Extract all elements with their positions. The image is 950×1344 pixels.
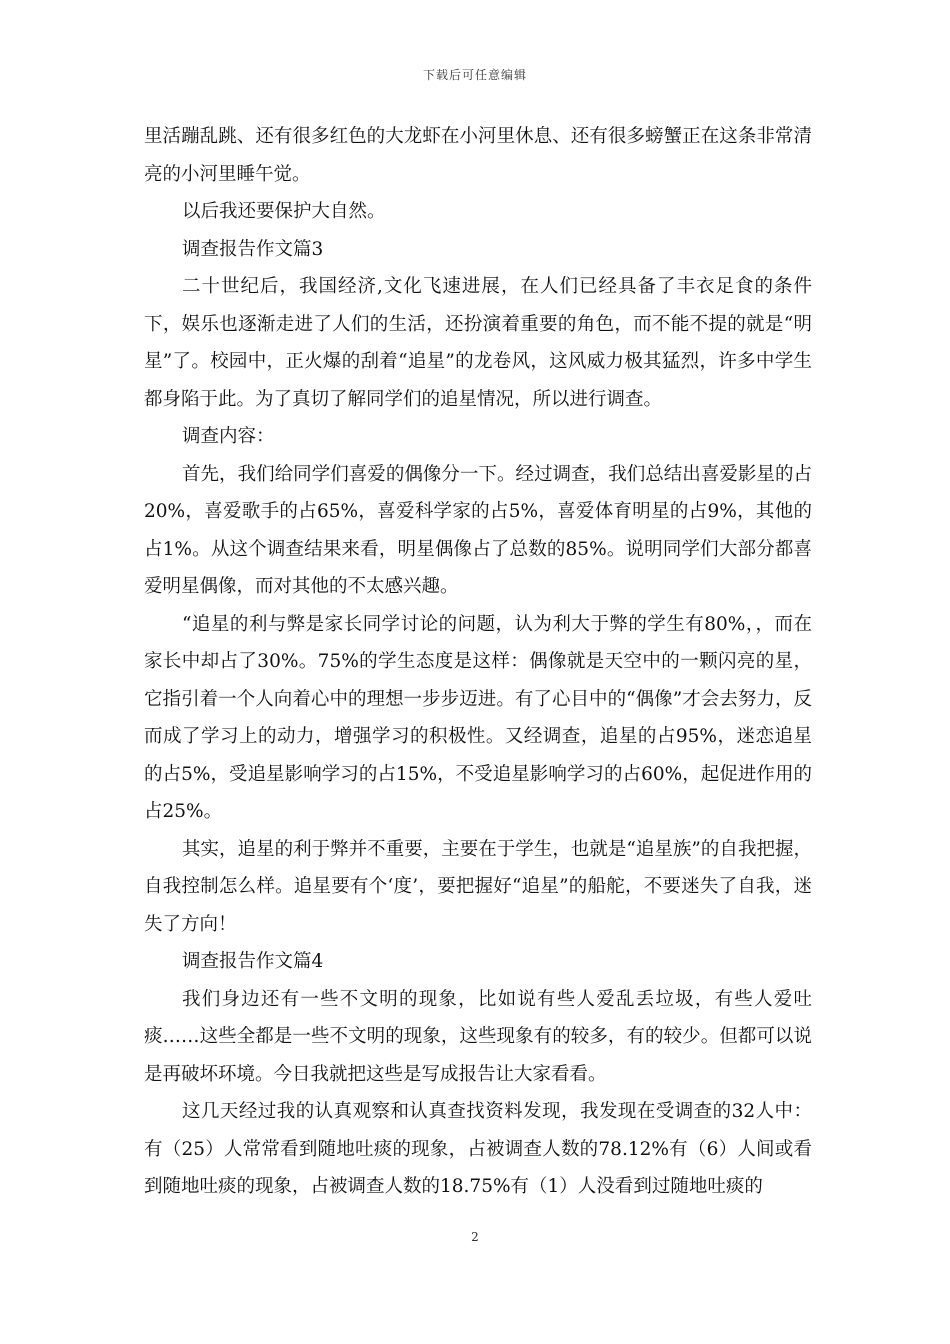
- paragraph: 其实，追星的利于弊并不重要，主要在于学生，也就是“追星族”的自我把握，自我控制怎么样。追星要有个‘度’，要把握好“追星”的船舵，不要迷失了自我，迷失了方向！: [144, 838, 812, 935]
- paragraph: 二十世纪后，我国经济,文化飞速进展，在人们已经具备了丰衣足食的条件下，娱乐也逐渐走进了人们的生活，还扮演着重要的角色，而不能不提的就是“明星”了。校园中，正火爆的刮着“追星”的龙卷风，这风威力极其猛烈，许多中学生都身陷于此。为了真切了解同学们的追星情况，所以进行调查。: [144, 276, 812, 410]
- paragraph: 首先，我们给同学们喜爱的偶像分一下。经过调查，我们总结出喜爱影星的占20%，喜爱歌手的占65%，喜爱科学家的占5%，喜爱体育明星的占9%，其他的占1%。从这个调查结果来看，明星偶像占了总数的85%。说明同学们大部分都喜爱明星偶像，而对其他的不太感兴趣。: [144, 463, 812, 597]
- page-number: 2: [471, 1230, 479, 1244]
- section-heading: 调查报告作文篇3: [182, 238, 324, 260]
- paragraph: 以后我还要保护大自然。: [182, 201, 386, 222]
- paragraph: 调查内容：: [182, 426, 275, 447]
- paragraph: 我们身边还有一些不文明的现象，比如说有些人爱乱丢垃圾，有些人爱吐痰……这些全都是一些不文明的现象，这些现象有的较多，有的较少。但都可以说是再破坏环境。今日我就把这些是写成报告让大家看看。: [144, 988, 812, 1085]
- paragraph: “追星的利与弊是家长同学讨论的问题，认为利大于弊的学生有80%，，而在家长中却占了30%。75%的学生态度是这样：偶像就是天空中的一颗闪亮的星，它指引着一个人向着心中的理想一步步迈进。有了心目中的“偶像”才会去努力，反而成了学习上的动力，增强学习的积极性。又经调查，追星的占95%，迷恋追星的占5%，受追星影响学习的占15%，不受追星影响学习的占60%，起促进作用的占25%。: [144, 613, 812, 822]
- section-heading: 调查报告作文篇4: [182, 951, 324, 972]
- paragraph: 这几天经过我的认真观察和认真查找资料发现，我发现在受调查的32人中：有（25）人常常看到随地吐痰的现象，占被调查人数的78.12%有（6）人间或看到随地吐痰的现象，占被调查人数的18.75%有（1）人没看到过随地吐痰的: [144, 1101, 812, 1197]
- document-body: [144, 118, 812, 1206]
- paragraph: 里活蹦乱跳、还有很多红色的大龙虾在小河里休息、还有很多螃蟹正在这条非常清亮的小河里睡午觉。: [144, 126, 812, 185]
- page-header: 下载后可任意编辑: [422, 68, 527, 82]
